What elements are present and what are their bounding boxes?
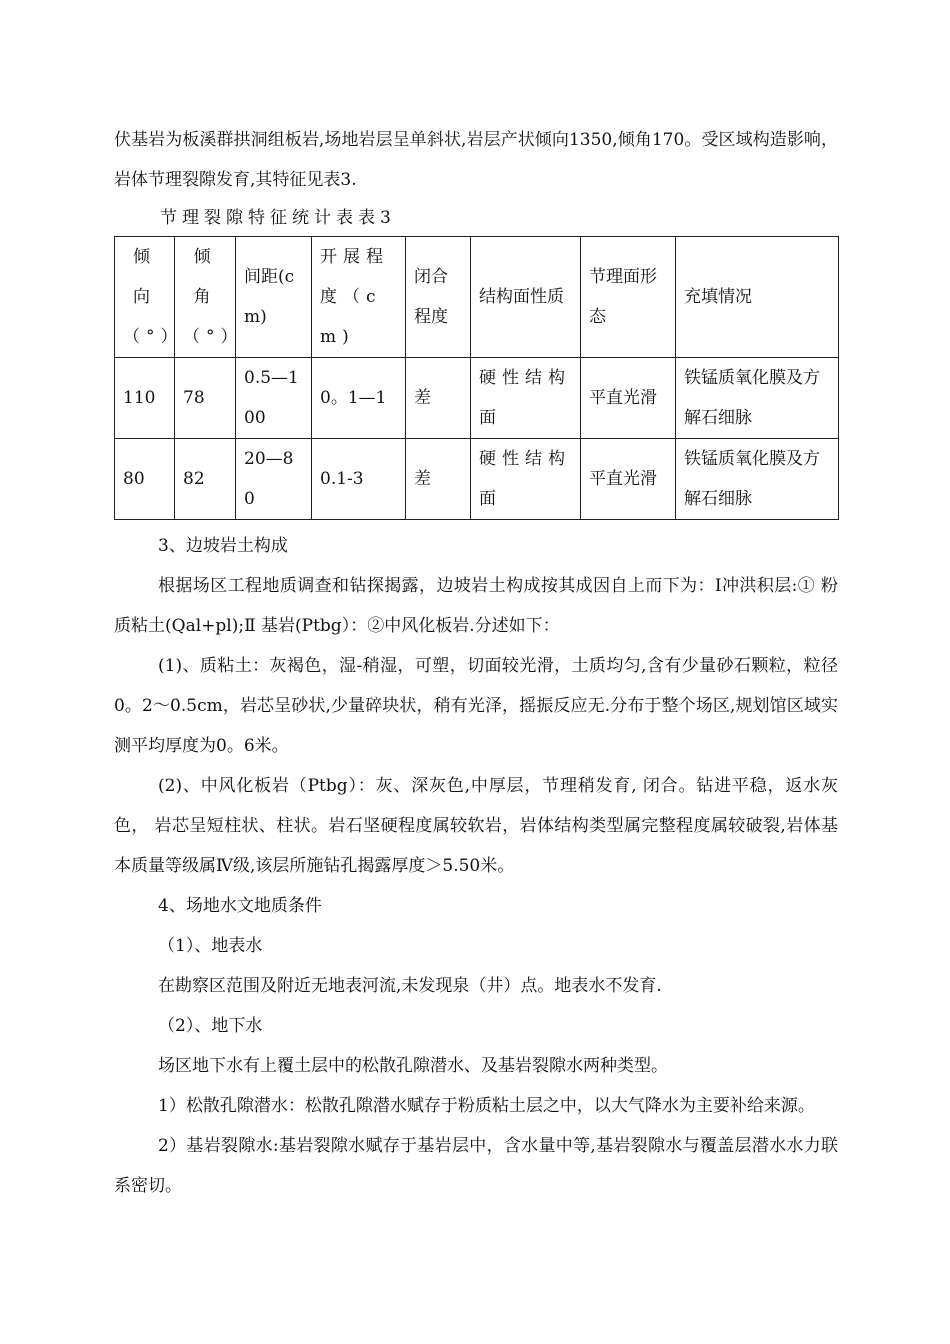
table-caption: 节理裂隙特征统计表表3 xyxy=(160,208,396,228)
table-cell: 铁锰质氧化膜及方解石细脉 xyxy=(676,439,839,520)
table-cell: 平直光滑 xyxy=(581,439,676,520)
section-4-paragraph-3: 1）松散孔隙潜水：松散孔隙潜水赋存于粉质粘土层之中，以大气降水为主要补给来源。 xyxy=(158,1096,815,1116)
intro-paragraph: 伏基岩为板溪群拱洞组板岩,场地岩层呈单斜状,岩层产状倾向1350,倾角170。受区域构造影响，岩体节理裂隙发育,其特征见表3. xyxy=(114,130,838,190)
section-4-title: 4、场地水文地质条件 xyxy=(158,896,322,916)
header-spacing: 间距(cm) xyxy=(236,237,312,358)
table-cell: 82 xyxy=(175,439,236,520)
document-page xyxy=(114,120,838,1206)
table-cell: 20—80 xyxy=(236,439,312,520)
section-4-paragraph-2: 场区地下水有上覆土层中的松散孔隙潜水、及基岩裂隙水两种类型。 xyxy=(158,1056,668,1076)
header-dip-angle: 倾角（°） xyxy=(175,237,236,358)
header-closure: 闭合程度 xyxy=(406,237,471,358)
table-cell: 硬性结构面 xyxy=(471,439,581,520)
section-3-paragraph-3: (2)、中风化板岩（Ptbg）：灰、深灰色,中厚层，节理稍发育, 闭合。钻进平稳，返水灰色， 岩芯呈短柱状、柱状。岩石坚硬程度属较软岩，岩体结构类型属完整程度属较破裂,岩体基本质量等级属Ⅳ级,该层所施钻孔揭露厚度＞5.50米。 xyxy=(114,776,838,876)
header-surface-property: 结构面性质 xyxy=(471,237,581,358)
table-cell: 差 xyxy=(406,439,471,520)
table-cell: 78 xyxy=(175,358,236,439)
section-4-subtitle-1: （1）、地表水 xyxy=(158,936,263,956)
table-cell: 平直光滑 xyxy=(581,358,676,439)
section-3-title: 3、边坡岩土构成 xyxy=(158,536,288,556)
table-row xyxy=(115,439,839,520)
section-4-paragraph-4: 2）基岩裂隙水:基岩裂隙水赋存于基岩层中，含水量中等,基岩裂隙水与覆盖层潜水水力联系密切。 xyxy=(114,1136,838,1196)
section-4-subtitle-2: （2）、地下水 xyxy=(158,1016,263,1036)
table-cell: 差 xyxy=(406,358,471,439)
header-surface-shape: 节理面形态 xyxy=(581,237,676,358)
table-cell: 硬性结构面 xyxy=(471,358,581,439)
section-3-paragraph-2: (1)、质粘土：灰褐色，湿-稍湿，可塑，切面较光滑，土质均匀,含有少量砂石颗粒，粒径0。2～0.5cm，岩芯呈砂状,少量碎块状，稍有光泽，摇振反应无.分布于整个场区,规划馆区域实测平均厚度为0。6米。 xyxy=(114,656,838,756)
table-header-row xyxy=(115,237,839,358)
header-filling: 充填情况 xyxy=(676,237,839,358)
section-4-paragraph-1: 在勘察区范围及附近无地表河流,未发现泉（井）点。地表水不发育. xyxy=(158,976,662,996)
table-cell: 110 xyxy=(115,358,175,439)
header-dip-direction: 倾向（°） xyxy=(115,237,175,358)
header-aperture: 开展程度（cm) xyxy=(312,237,406,358)
joint-fissure-table xyxy=(114,236,839,520)
table-cell: 80 xyxy=(115,439,175,520)
table-cell: 铁锰质氧化膜及方解石细脉 xyxy=(676,358,839,439)
table-cell: 0.1-3 xyxy=(312,439,406,520)
section-3-paragraph-1: 根据场区工程地质调查和钻探揭露，边坡岩土构成按其成因自上而下为：Ⅰ冲洪积层:① 粉质粘土(Qal+pl);Ⅱ 基岩(Ptbg）：②中风化板岩.分述如下： xyxy=(114,576,838,636)
table-cell: 0。1—1 xyxy=(312,358,406,439)
table-row xyxy=(115,358,839,439)
table-cell: 0.5—100 xyxy=(236,358,312,439)
